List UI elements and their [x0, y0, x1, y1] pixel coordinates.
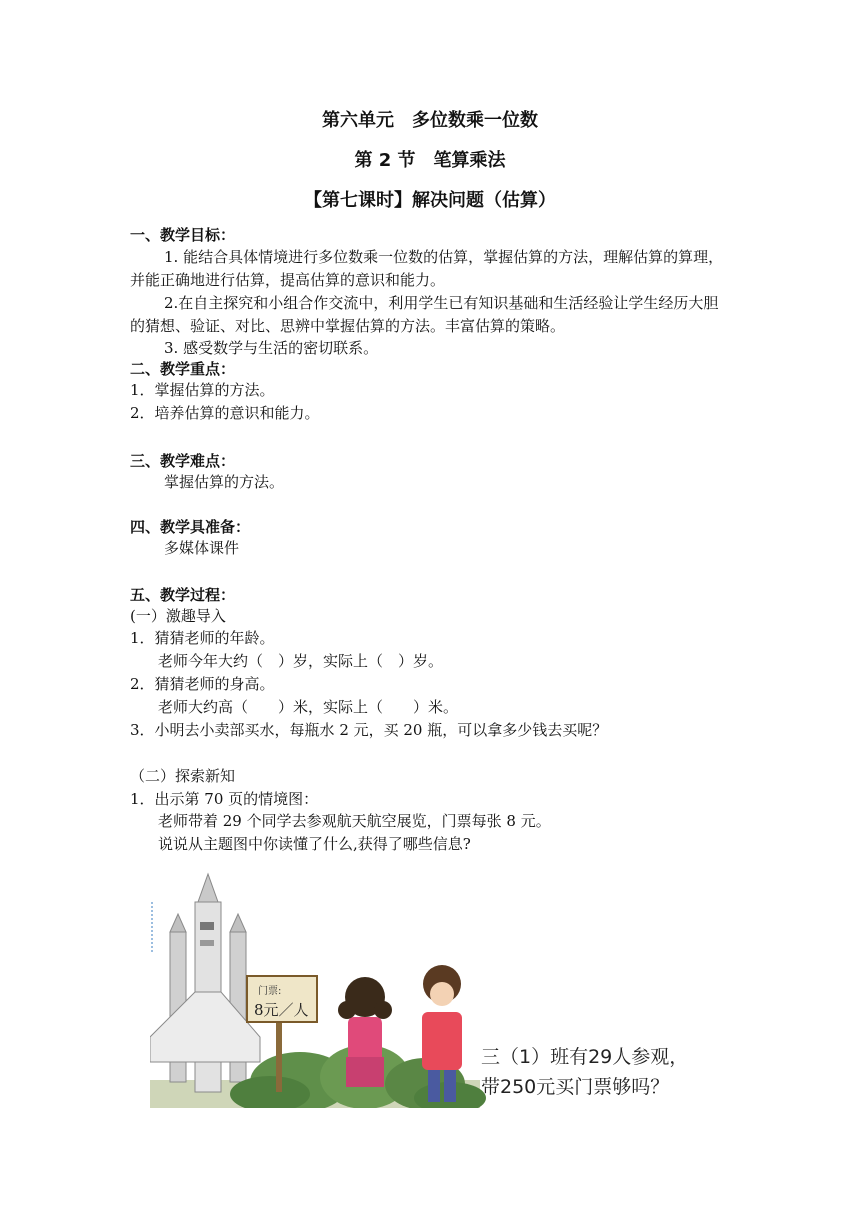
key-point-2: 2．培养估算的意识和能力。	[130, 404, 320, 422]
materials-text: 多媒体课件	[164, 539, 240, 557]
objective-3: 3. 感受数学与生活的密切联系。	[164, 339, 379, 357]
sign-label-2: 8元／人	[254, 1001, 309, 1019]
unit-title: 第六单元 多位数乘一位数	[322, 110, 538, 131]
objectives-heading: 一、教学目标：	[130, 226, 236, 244]
materials-heading: 四、教学具准备：	[130, 518, 251, 536]
process-item-1-detail: 老师今年大约（ ）岁，实际上（ ）岁。	[158, 652, 444, 670]
key-point-1: 1．掌握估算的方法。	[130, 381, 275, 399]
process-explore-1-detail: 老师带着 29 个同学去参观航天航空展览，门票每张 8 元。	[158, 812, 551, 830]
process-part1: (一）激趣导入	[130, 607, 226, 625]
speech-bubble	[481, 1042, 688, 1102]
process-explore-1: 1．出示第 70 页的情境图：	[130, 790, 319, 808]
process-item-2-detail: 老师大约高（ ）米，实际上（ ）米。	[158, 698, 459, 716]
key-points-heading: 二、教学重点：	[130, 360, 236, 378]
process-item-3: 3．小明去小卖部买水，每瓶水 2 元，买 20 瓶，可以拿多少钱去买呢？	[130, 721, 608, 739]
sign-label-1: 门票:	[258, 986, 282, 997]
bubble-line-1: 三（1）班有29人参观，	[481, 1046, 689, 1068]
difficulties-heading: 三、教学难点：	[130, 452, 236, 470]
process-part2: （二）探索新知	[130, 767, 236, 785]
lesson-title: 【第七课时】解决问题（估算）	[304, 190, 556, 211]
bubble-line-2: 带250元买门票够吗？	[481, 1076, 670, 1098]
objective-1: 1. 能结合具体情境进行多位数乘一位数的估算，掌握估算的方法，理解估算的算理，并能正确地进行估算，提高估算的意识和能力。	[130, 248, 724, 289]
process-item-2: 2．猜猜老师的身高。	[130, 675, 275, 693]
process-heading: 五、教学过程：	[130, 586, 236, 604]
difficulties-text: 掌握估算的方法。	[164, 473, 285, 491]
process-item-1: 1．猜猜老师的年龄。	[130, 629, 275, 647]
process-explore-1-question: 说说从主题图中你读懂了什么,获得了哪些信息?	[158, 835, 471, 853]
section-title: 第 2 节 笔算乘法	[354, 150, 506, 171]
objective-2: 2.在自主探究和小组合作交流中，利用学生已有知识基础和生活经验让学生经历大胆的猜想、验证、对比、思辨中掌握估算的方法。丰富估算的策略。	[130, 294, 719, 335]
